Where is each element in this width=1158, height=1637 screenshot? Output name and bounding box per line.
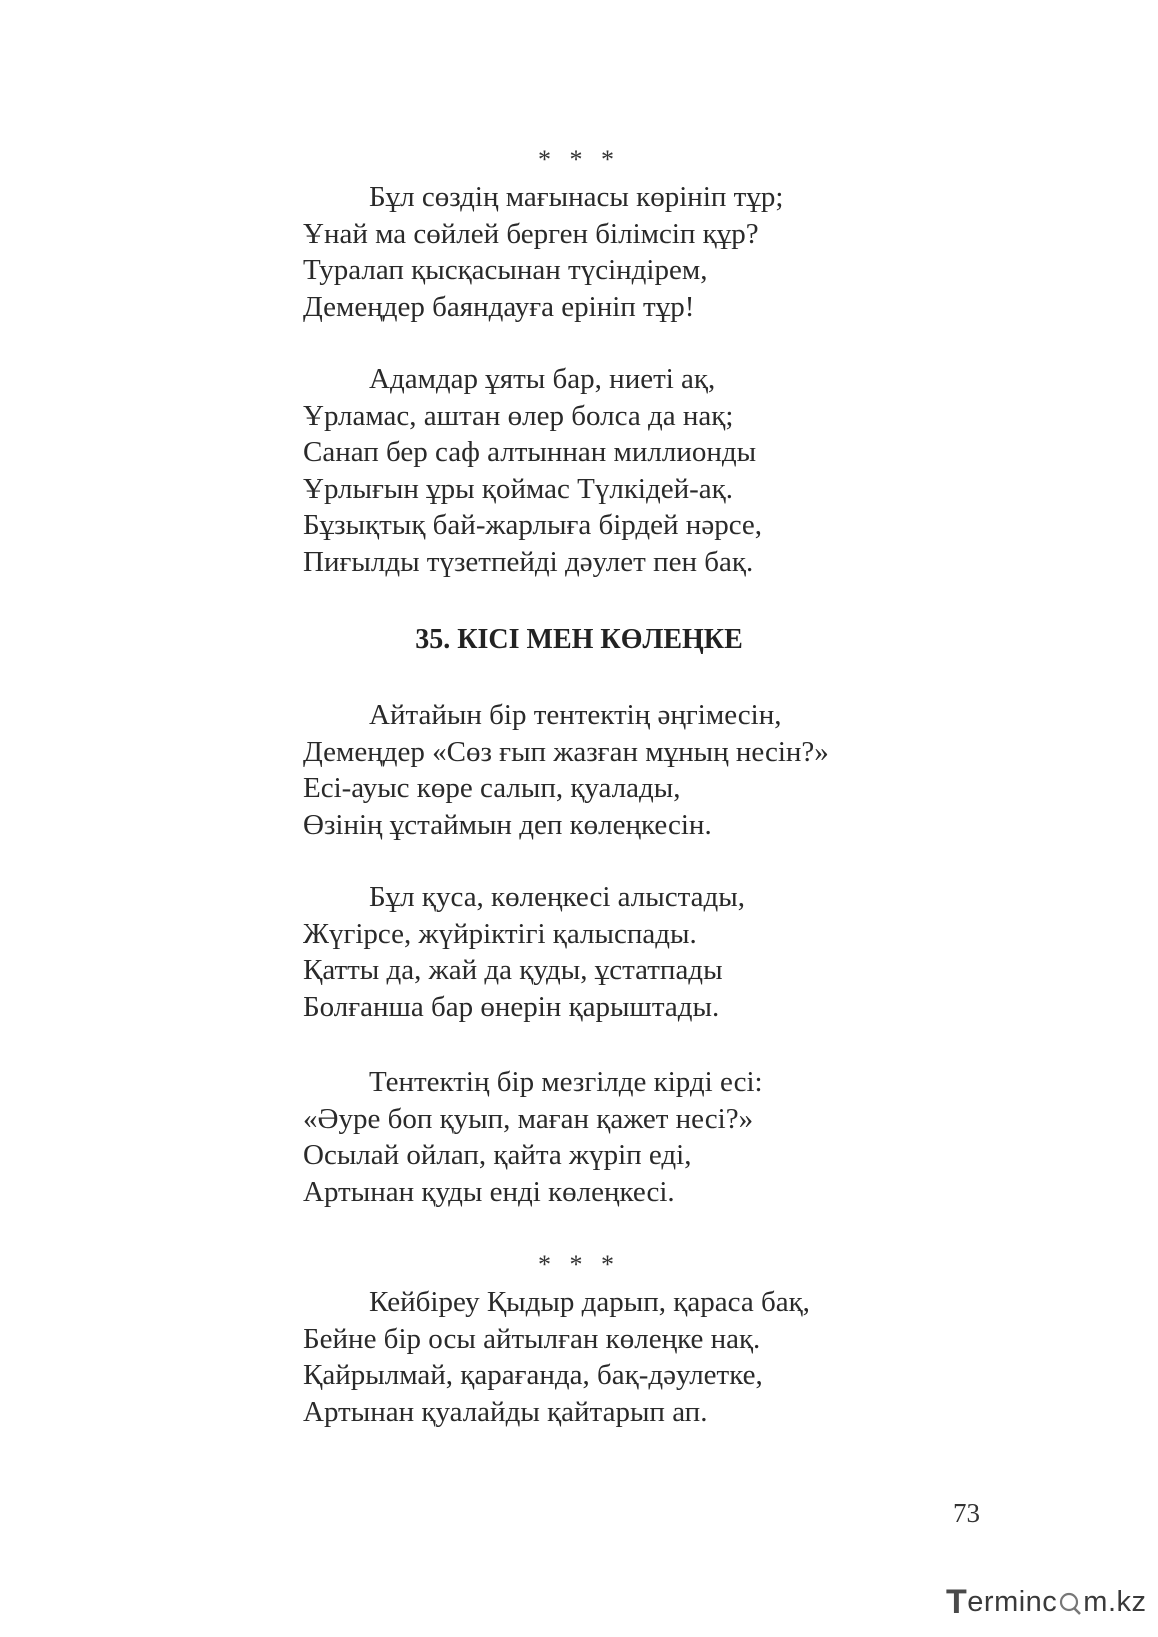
stanza-2 — [303, 361, 923, 580]
verse-line: Қайрылмай, қарағанда, бақ-дәулетке, — [303, 1359, 763, 1391]
separator-asterisks: * * * — [538, 145, 620, 174]
stanza-6 — [303, 1284, 923, 1430]
verse-line: Ұрлығын ұры қоймас Түлкідей-ақ. — [303, 472, 734, 505]
verse-line: Артынан қуды енді көлеңкесі. — [303, 1175, 675, 1208]
verse-line: Демеңдер «Сөз ғып жазған мұның несін?» — [303, 735, 829, 768]
verse-line: Кейбіреу Қыдыр дарып, қараса бақ, — [369, 1286, 810, 1318]
verse-line: Бұзықтық бай-жарлыға бірдей нәрсе, — [303, 509, 763, 541]
watermark-prefix: T — [946, 1582, 968, 1621]
verse-line: Айтайын бір тентектің әңгімесін, — [369, 699, 782, 731]
verse-line: Қатты да, жай да қуды, ұстатпады — [303, 954, 723, 986]
verse-line: Артынан қуалайды қайтарып ап. — [303, 1395, 708, 1428]
verse-line: Осылай ойлап, қайта жүріп еді, — [303, 1139, 692, 1171]
watermark-logo — [946, 1582, 1147, 1622]
stanza-3 — [303, 697, 923, 843]
verse-line: Болғанша бар өнерін қарыштады. — [303, 990, 720, 1023]
verse-line: Бұл сөздің мағынасы көрініп тұр; — [369, 181, 784, 213]
verse-line: Есі-ауыс көре салып, қуалады, — [303, 772, 681, 804]
separator-asterisks: * * * — [538, 1250, 620, 1279]
verse-line: Тентектің бір мезгілде кірді есі: — [369, 1066, 763, 1098]
section-title: 35. КІСІ МЕН КӨЛЕҢКЕ — [415, 624, 743, 655]
stanza-4 — [303, 879, 923, 1025]
verse-line: Жүгірсе, жүйріктігі қалыспады. — [303, 917, 697, 950]
verse-line: Пиғылды түзетпейді дәулет пен бақ. — [303, 545, 754, 578]
verse-line: Туралап қысқасынан түсіндірем, — [303, 254, 708, 286]
verse-line: «Әуре боп қуып, маған қажет несі?» — [303, 1102, 754, 1135]
verse-line: Ұнай ма сөйлей берген білімсіп құр? — [303, 217, 759, 250]
verse-line: Өзінің ұстаймын деп көлеңкесін. — [303, 808, 712, 841]
stanza-1 — [303, 179, 923, 325]
page-number: 73 — [953, 1498, 980, 1528]
watermark-middle: erminc — [967, 1585, 1058, 1618]
magnifier-icon — [1057, 1587, 1083, 1617]
stanza-5 — [303, 1064, 923, 1210]
verse-line: Санап бер саф алтыннан миллионды — [303, 436, 757, 468]
verse-line: Демеңдер баяндауға ерініп тұр! — [303, 290, 695, 323]
verse-line: Бейне бір осы айтылған көлеңке нақ. — [303, 1322, 761, 1355]
watermark-suffix: m.kz — [1083, 1585, 1147, 1618]
verse-line: Ұрламас, аштан өлер болса да нақ; — [303, 399, 734, 432]
verse-line: Адамдар ұяты бар, ниеті ақ, — [369, 363, 716, 395]
verse-line: Бұл қуса, көлеңкесі алыстады, — [369, 881, 745, 913]
